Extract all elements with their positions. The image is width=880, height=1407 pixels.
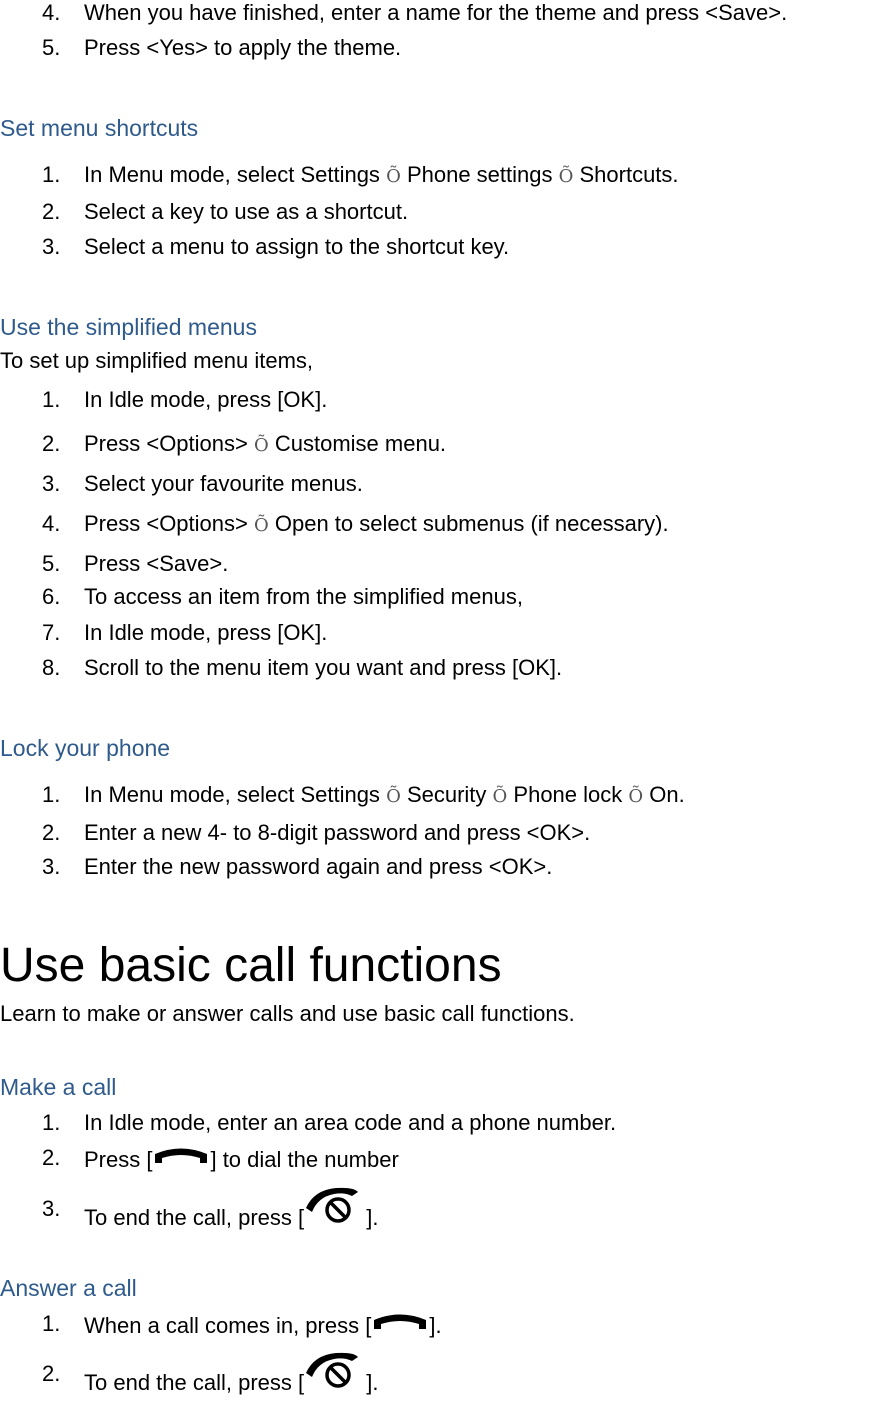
step-number: 5. — [42, 551, 61, 576]
section-heading-make-call: Make a call — [0, 1074, 117, 1100]
step-number: 4. — [42, 0, 61, 25]
step-number: 8. — [42, 655, 61, 680]
step-text: In Menu mode, select Settings Õ Security Õ Phone lock Õ On. — [84, 782, 685, 807]
step-text: To end the call, press [ ]. — [84, 1361, 378, 1407]
step-text: In Idle mode, press [OK]. — [84, 620, 328, 645]
step-number: 3. — [42, 471, 61, 496]
step-number: 1. — [42, 162, 61, 187]
step-text: Press <Options> Õ Customise menu. — [84, 431, 447, 456]
step-text: Press <Save>. — [84, 551, 229, 576]
step-number: 1. — [42, 782, 61, 807]
step-text: Select a key to use as a shortcut. — [84, 199, 409, 224]
step-number: 2. — [42, 1145, 61, 1170]
step-number: 1. — [42, 1110, 61, 1135]
step-number: 1. — [42, 387, 61, 412]
end-call-key-icon — [304, 1186, 360, 1232]
step-number: 2. — [42, 1361, 61, 1386]
step-number: 6. — [42, 584, 61, 609]
arrow-icon: Õ — [492, 786, 508, 807]
arrow-icon: Õ — [386, 166, 401, 187]
arrow-icon: Õ — [386, 786, 401, 807]
step-number: 3. — [42, 1196, 61, 1221]
arrow-icon: Õ — [628, 786, 644, 807]
arrow-icon: Õ — [558, 166, 574, 187]
dial-key-icon — [371, 1311, 429, 1343]
step-number: 7. — [42, 620, 61, 645]
chapter-title: Use basic call functions — [0, 939, 502, 992]
section-intro: To set up simplified menu items, — [0, 348, 314, 373]
dial-key-icon — [152, 1145, 210, 1177]
section-heading-lock: Lock your phone — [0, 735, 171, 761]
step-text: Select your favourite menus. — [84, 471, 363, 496]
step-number: 4. — [42, 511, 61, 536]
step-text: Select a menu to assign to the shortcut key. — [84, 234, 510, 259]
step-text: Enter a new 4- to 8-digit password and press <OK>. — [84, 820, 591, 845]
section-heading-shortcuts: Set menu shortcuts — [0, 115, 199, 141]
step-text: Press [ ] to dial the number — [84, 1145, 399, 1177]
step-number: 2. — [42, 431, 61, 456]
step-number: 5. — [42, 35, 61, 60]
step-text: When you have finished, enter a name for the theme and press <Save>. — [84, 0, 788, 25]
step-text: Enter the new password again and press <OK>. — [84, 854, 553, 879]
step-text: When a call comes in, press [ ]. — [84, 1311, 442, 1343]
step-text: To access an item from the simplified menus, — [84, 584, 523, 609]
step-text: In Idle mode, enter an area code and a phone number. — [84, 1110, 617, 1135]
step-text: Press <Options> Õ Open to select submenus (if necessary). — [84, 511, 669, 536]
step-text: In Idle mode, press [OK]. — [84, 387, 328, 412]
step-number: 1. — [42, 1311, 61, 1336]
arrow-icon: Õ — [253, 515, 269, 536]
chapter-intro: Learn to make or answer calls and use basic call functions. — [0, 1001, 575, 1026]
arrow-icon: Õ — [253, 435, 269, 456]
step-number: 3. — [42, 234, 61, 259]
step-number: 3. — [42, 854, 61, 879]
section-heading-answer-call: Answer a call — [0, 1275, 137, 1301]
end-call-key-icon — [304, 1351, 360, 1397]
step-text: Scroll to the menu item you want and press [OK]. — [84, 655, 563, 680]
section-heading-simplified: Use the simplified menus — [0, 314, 257, 340]
step-text: In Menu mode, select Settings Õ Phone settings Õ Shortcuts. — [84, 162, 679, 187]
step-number: 2. — [42, 820, 61, 845]
step-text: Press <Yes> to apply the theme. — [84, 35, 402, 60]
step-number: 2. — [42, 199, 61, 224]
step-text: To end the call, press [ ]. — [84, 1196, 378, 1242]
